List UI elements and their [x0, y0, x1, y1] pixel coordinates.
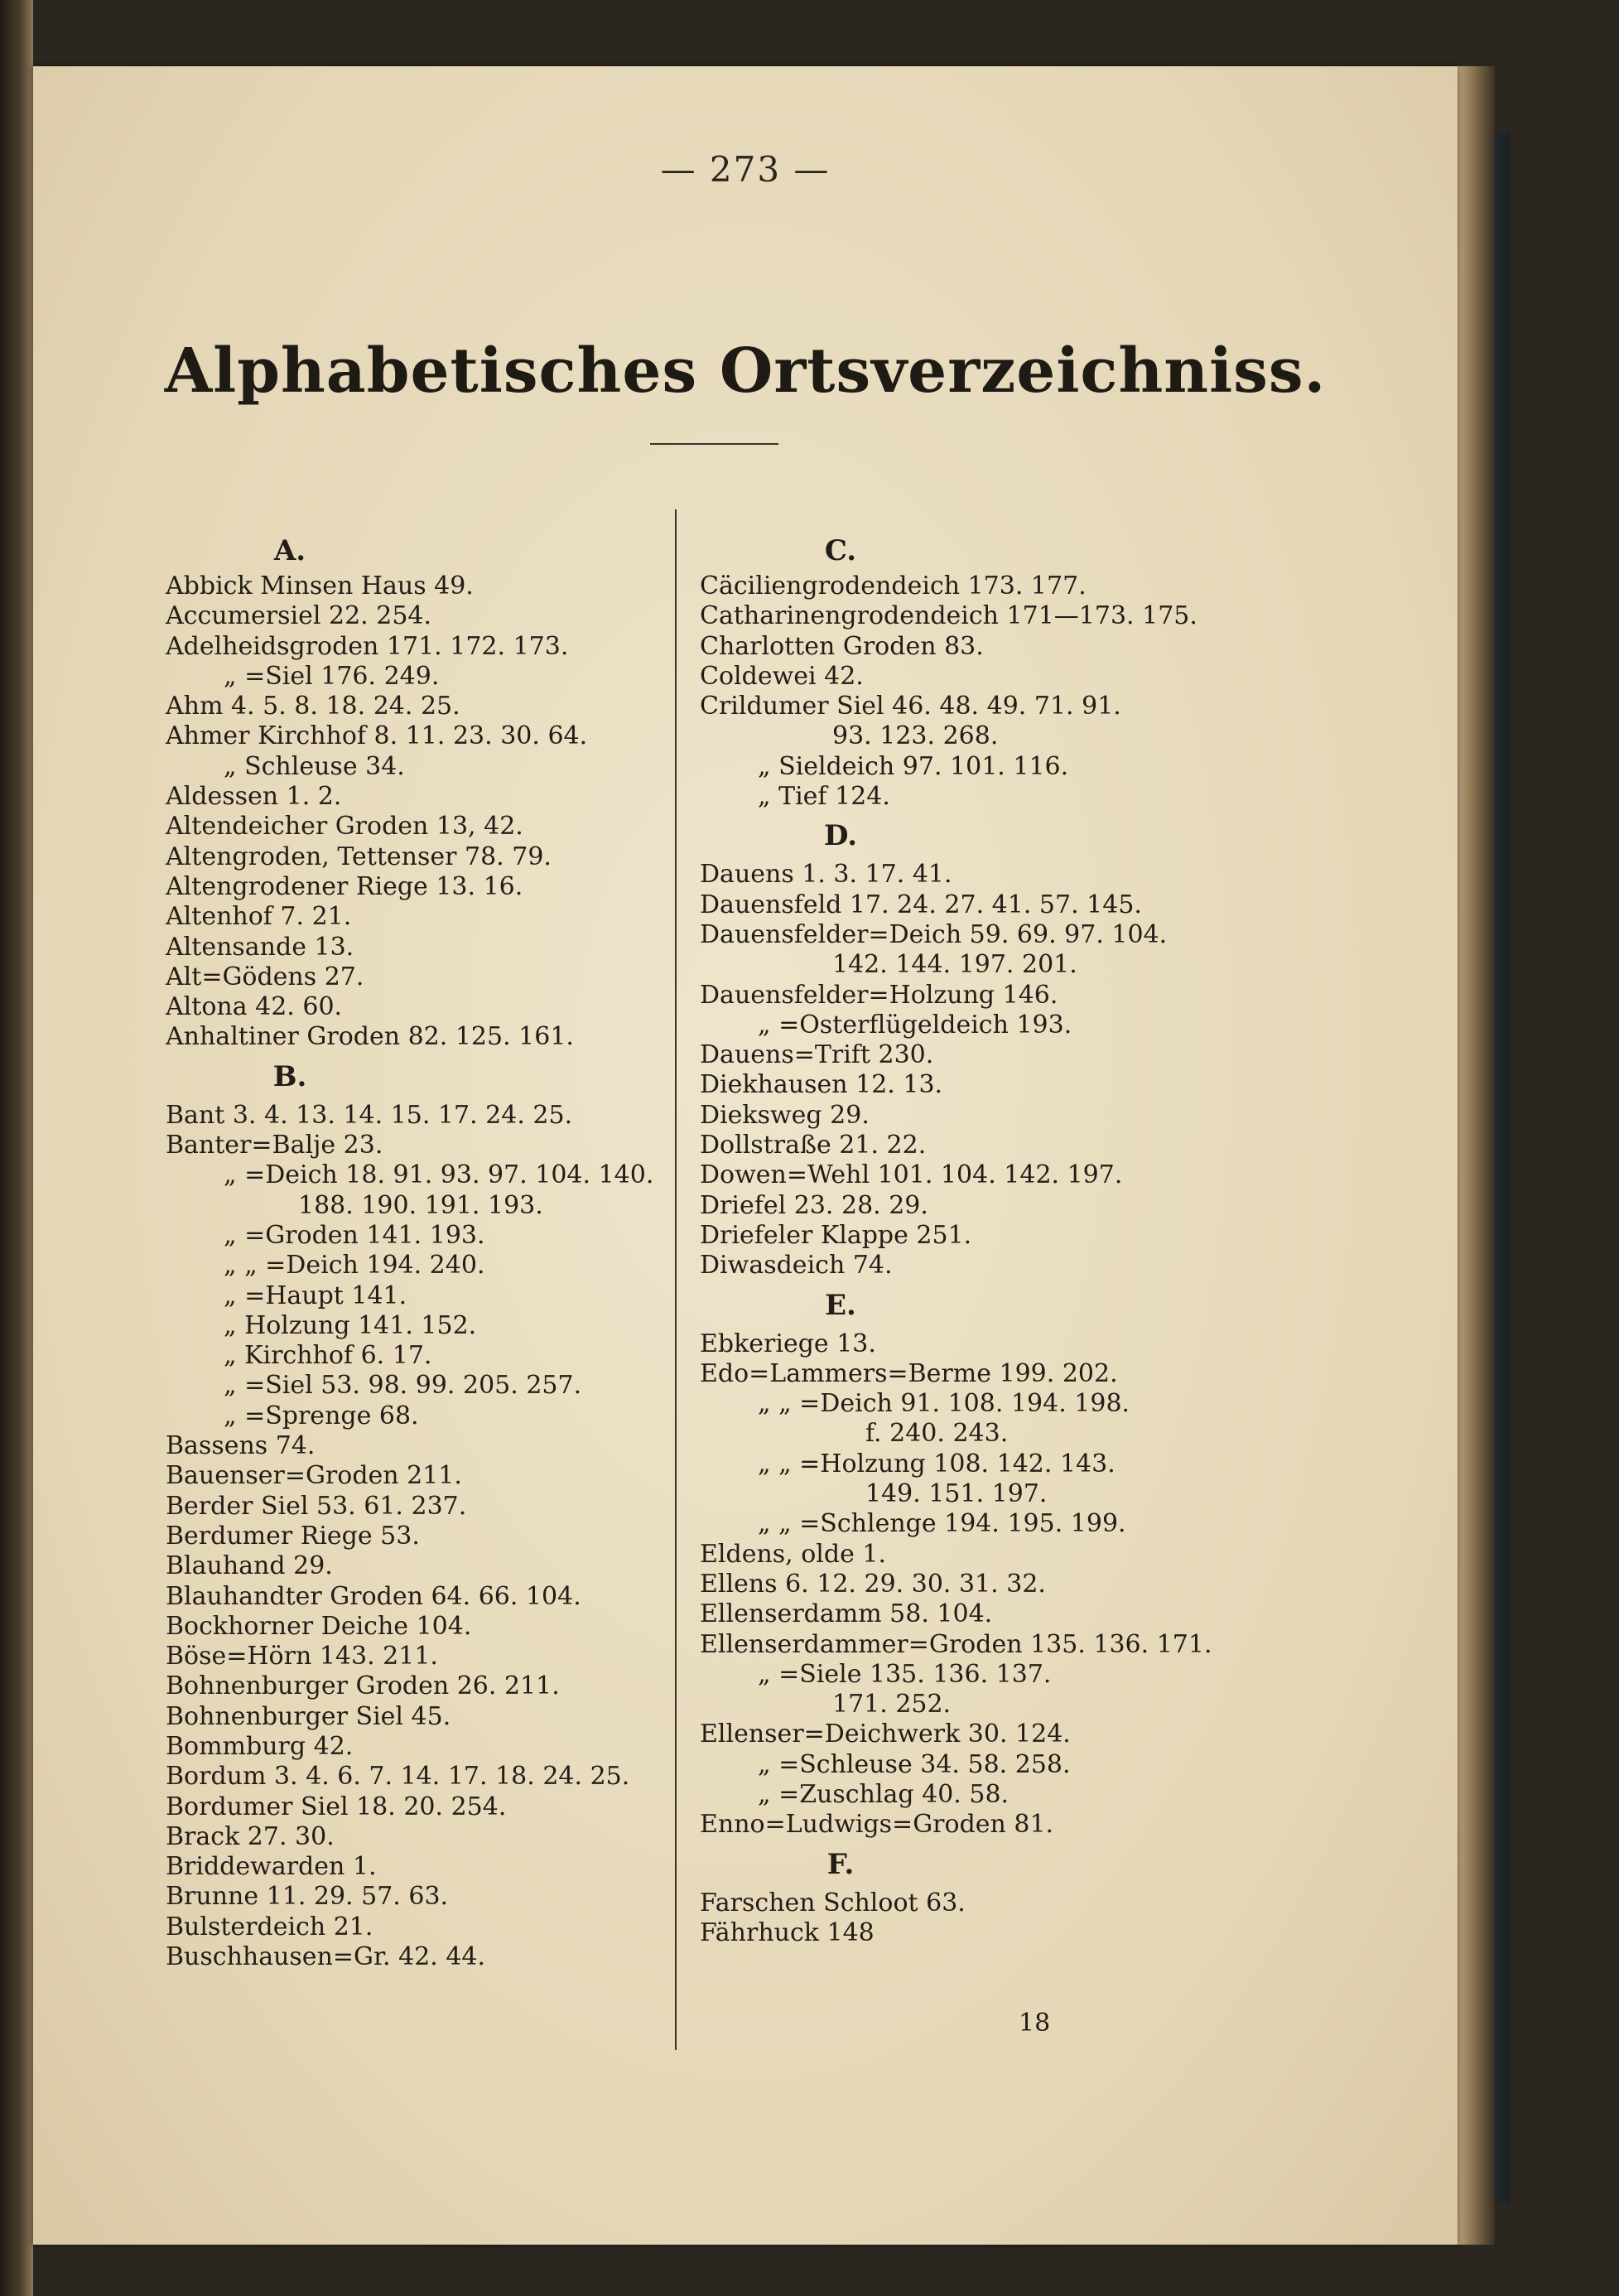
index-entry: Catharinengrodendeich 171—173. 175.: [700, 601, 1197, 631]
index-entry: Dauens 1. 3. 17. 41.: [700, 860, 952, 890]
index-entry: Bockhorner Deiche 104.: [166, 1611, 472, 1641]
title-rule: [650, 443, 778, 445]
index-entry: „ =Groden 141. 193.: [224, 1220, 485, 1250]
index-entry: Farschen Schloot 63.: [700, 1888, 966, 1917]
index-entry: „ =Sprenge 68.: [224, 1401, 419, 1430]
index-entry: Berdumer Riege 53.: [166, 1521, 420, 1551]
index-entry: Bohnenburger Siel 45.: [166, 1701, 451, 1731]
index-entry: 171. 252.: [832, 1690, 952, 1720]
index-entry: Briddewarden 1.: [166, 1852, 377, 1882]
index-entry: f. 240. 243.: [865, 1419, 1009, 1449]
index-entry: Altengroden, Tettenser 78. 79.: [166, 842, 552, 871]
index-entry: „ Schleuse 34.: [224, 751, 405, 781]
index-entry: „ Sieldeich 97. 101. 116.: [758, 751, 1069, 781]
index-entry: „ „ =Deich 194. 240.: [224, 1251, 485, 1281]
section-letter: A.: [273, 534, 306, 567]
index-entry: Abbick Minsen Haus 49.: [166, 572, 474, 601]
section-letter: E.: [825, 1288, 856, 1322]
index-entry: Altendeicher Groden 13, 42.: [166, 812, 523, 842]
page-title: Alphabetisches Ortsverzeichniss.: [164, 335, 1327, 407]
index-entry: Driefel 23. 28. 29.: [700, 1190, 928, 1220]
index-entry: Dollstraße 21. 22.: [700, 1131, 927, 1160]
index-entry: Bommburg 42.: [166, 1731, 354, 1761]
section-letter: C.: [824, 534, 857, 567]
index-entry: Anhaltiner Groden 82. 125. 161.: [166, 1022, 574, 1052]
section-letter: F.: [826, 1847, 855, 1881]
index-entry: Bassens 74.: [166, 1431, 316, 1461]
index-entry: Dauensfelder=Holzung 146.: [700, 980, 1058, 1010]
signature-mark: 18: [1019, 2009, 1051, 2038]
index-entry: „ =Schleuse 34. 58. 258.: [758, 1749, 1071, 1779]
index-entry: Edo=Lammers=Berme 199. 202.: [700, 1358, 1118, 1388]
index-entry: Berder Siel 53. 61. 237.: [166, 1491, 467, 1521]
index-entry: Blauhand 29.: [166, 1551, 333, 1581]
index-entry: Enno=Ludwigs=Groden 81.: [700, 1810, 1054, 1840]
index-column-right: [700, 530, 1279, 1948]
index-entry: Altenhof 7. 21.: [166, 902, 352, 932]
index-entry: „ „ =Schlenge 194. 195. 199.: [758, 1509, 1126, 1539]
index-entry: Dauensfelder=Deich 59. 69. 97. 104.: [700, 919, 1168, 949]
index-entry: Fährhuck 148: [700, 1917, 875, 1947]
index-entry: Ellenser=Deichwerk 30. 124.: [700, 1720, 1071, 1749]
index-entry: Alt=Gödens 27.: [166, 962, 364, 991]
index-entry: Dowen=Wehl 101. 104. 142. 197.: [700, 1160, 1123, 1190]
index-entry: Ahmer Kirchhof 8. 11. 23. 30. 64.: [166, 721, 588, 751]
index-entry: Dauensfeld 17. 24. 27. 41. 57. 145.: [700, 890, 1142, 919]
book-page: [33, 66, 1458, 2245]
index-column-left: [166, 530, 663, 1972]
index-entry: „ =Deich 18. 91. 93. 97. 104. 140.: [224, 1160, 654, 1190]
index-entry: Ebkeriege 13.: [700, 1329, 876, 1358]
index-entry: Altengrodener Riege 13. 16.: [166, 871, 523, 901]
page-number: — 273 —: [660, 149, 831, 190]
index-entry: Altensande 13.: [166, 932, 354, 962]
index-entry: „ =Siel 53. 98. 99. 205. 257.: [224, 1371, 582, 1401]
index-entry: Ellens 6. 12. 29. 30. 31. 32.: [700, 1569, 1046, 1599]
index-entry: Bordum 3. 4. 6. 7. 14. 17. 18. 24. 25.: [166, 1762, 630, 1792]
index-entry: „ =Osterflügeldeich 193.: [758, 1010, 1072, 1039]
index-entry: Blauhandter Groden 64. 66. 104.: [166, 1581, 581, 1611]
page-edge-strip: [1458, 66, 1495, 2245]
index-entry: Dieksweg 29.: [700, 1100, 870, 1130]
index-entry: „ =Zuschlag 40. 58.: [758, 1779, 1009, 1809]
section-letter: D.: [823, 819, 858, 853]
index-entry: Coldewei 42.: [700, 661, 864, 691]
index-entry: Bulsterdeich 21.: [166, 1912, 373, 1941]
index-entry: Charlotten Groden 83.: [700, 631, 984, 661]
index-entry: „ „ =Holzung 108. 142. 143.: [758, 1449, 1115, 1478]
index-entry: Driefeler Klappe 251.: [700, 1220, 972, 1250]
index-entry: Cäciliengrodendeich 173. 177.: [700, 572, 1087, 601]
index-entry: Böse=Hörn 143. 211.: [166, 1642, 438, 1671]
index-entry: Aldessen 1. 2.: [166, 782, 342, 812]
index-entry: Adelheidsgroden 171. 172. 173.: [166, 631, 569, 661]
index-entry: Ahm 4. 5. 8. 18. 24. 25.: [166, 692, 460, 721]
scan-background-left: [0, 0, 33, 2296]
index-entry: 142. 144. 197. 201.: [832, 950, 1077, 980]
index-entry: Brunne 11. 29. 57. 63.: [166, 1882, 449, 1912]
index-entry: Crildumer Siel 46. 48. 49. 71. 91.: [700, 692, 1121, 721]
index-entry: Banter=Balje 23.: [166, 1131, 383, 1160]
index-entry: 93. 123. 268.: [832, 721, 999, 751]
index-entry: „ =Siel 176. 249.: [224, 661, 440, 691]
index-entry: „ Holzung 141. 152.: [224, 1310, 477, 1340]
index-entry: „ Tief 124.: [758, 782, 890, 812]
index-entry: Bant 3. 4. 13. 14. 15. 17. 24. 25.: [166, 1100, 573, 1130]
index-entry: „ =Haupt 141.: [224, 1281, 407, 1310]
index-entry: Eldens, olde 1.: [700, 1539, 887, 1569]
index-entry: Buschhausen=Gr. 42. 44.: [166, 1942, 486, 1972]
index-entry: „ „ =Deich 91. 108. 194. 198.: [758, 1389, 1130, 1419]
index-entry: Diekhausen 12. 13.: [700, 1070, 943, 1100]
index-entry: Altona 42. 60.: [166, 992, 343, 1022]
index-entry: Dauens=Trift 230.: [700, 1040, 934, 1070]
index-entry: 188. 190. 191. 193.: [298, 1190, 543, 1220]
index-entry: Brack 27. 30.: [166, 1821, 335, 1851]
index-entry: Accumersiel 22. 254.: [166, 601, 432, 631]
index-entry: „ Kirchhof 6. 17.: [224, 1341, 432, 1371]
index-entry: Ellenserdammer=Groden 135. 136. 171.: [700, 1629, 1212, 1659]
index-entry: Ellenserdamm 58. 104.: [700, 1599, 993, 1629]
column-divider: [675, 509, 677, 2050]
index-entry: Bauenser=Groden 211.: [166, 1461, 462, 1491]
index-entry: Bohnenburger Groden 26. 211.: [166, 1671, 560, 1701]
index-entry: Bordumer Siel 18. 20. 254.: [166, 1792, 507, 1821]
index-entry: Diwasdeich 74.: [700, 1251, 893, 1281]
index-entry: „ =Siele 135. 136. 137.: [758, 1659, 1052, 1689]
section-letter: B.: [272, 1059, 307, 1093]
index-entry: 149. 151. 197.: [865, 1479, 1048, 1509]
